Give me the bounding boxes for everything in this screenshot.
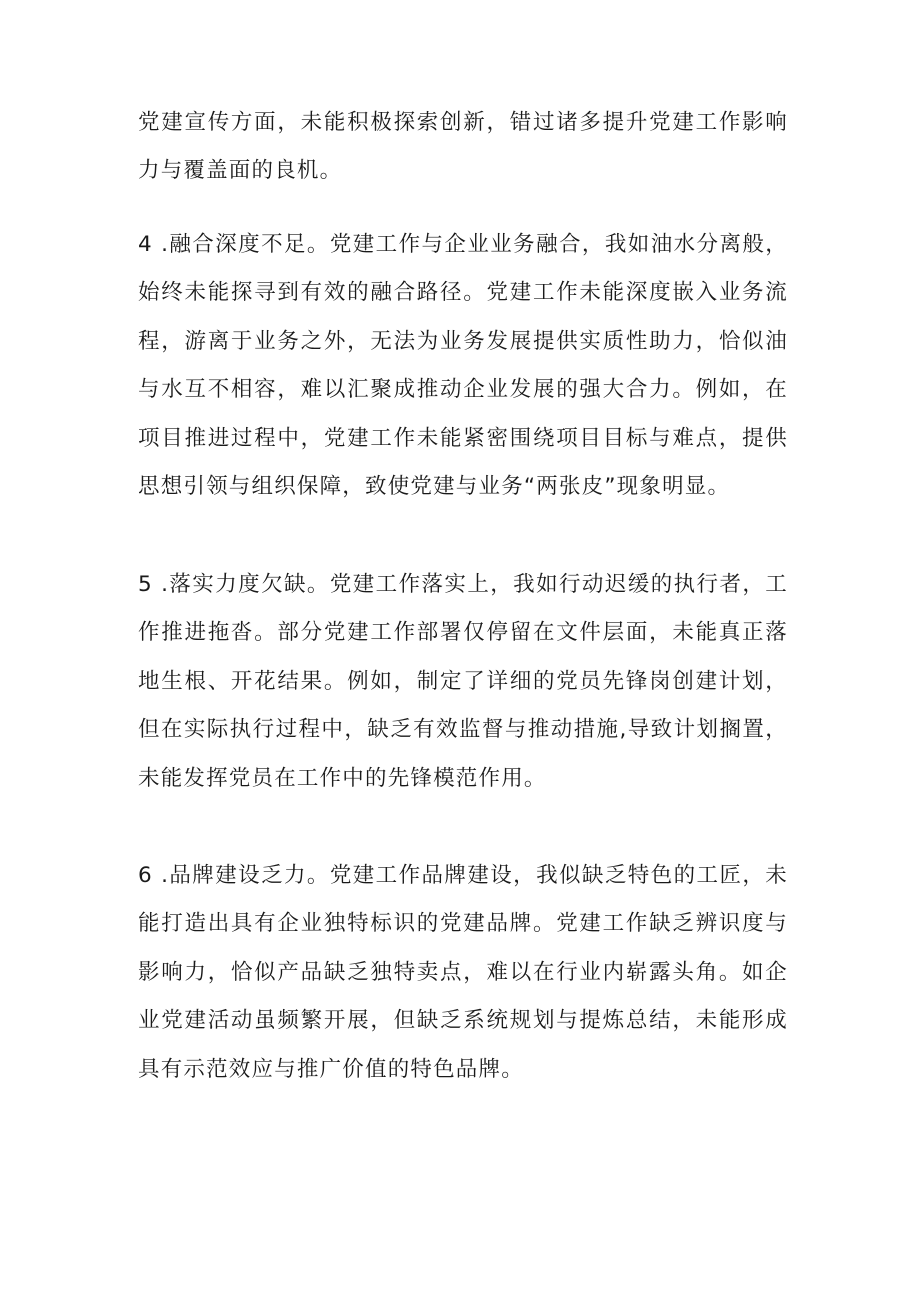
paragraph-brand-building: 6 .品牌建设乏力。党建工作品牌建设，我似缺乏特色的工匠，未能打造出具有企业独特标识的党建品牌。党建工作缺乏辨识度与影响力，恰似产品缺乏独特卖点，难以在行业内崭露头角。如企业党建活动虽频繁开展，但缺乏系统规划与提炼总结，未能形成具有示范效应与推广价值的特色品牌。 — [138, 863, 788, 1082]
paragraph-integration-depth: 4 .融合深度不足。党建工作与企业业务融合，我如油水分离般，始终未能探寻到有效的融合路径。党建工作未能深度嵌入业务流程，游离于业务之外，无法为业务发展提供实质性助力，恰似油与水互不相容，难以汇聚成推动企业发展的强大合力。例如，在项目推进过程中，党建工作未能紧密围绕项目目标与难点，提供思想引领与组织保障，致使党建与业务“两张皮”现象明显。 — [138, 232, 788, 500]
paragraph-party-publicity: 党建宣传方面，未能积极探索创新，错过诸多提升党建工作影响力与覆盖面的良机。 — [138, 110, 788, 184]
paragraph-implementation: 5 .落实力度欠缺。党建工作落实上，我如行动迟缓的执行者，工作推进拖沓。部分党建工作部署仅停留在文件层面，未能真正落地生根、开花结果。例如，制定了详细的党员先锋岗创建计划，但在实际执行过程中，缺乏有效监督与推动措施,导致计划搁置，未能发挥党员在工作中的先锋模范作用。 — [138, 572, 788, 791]
